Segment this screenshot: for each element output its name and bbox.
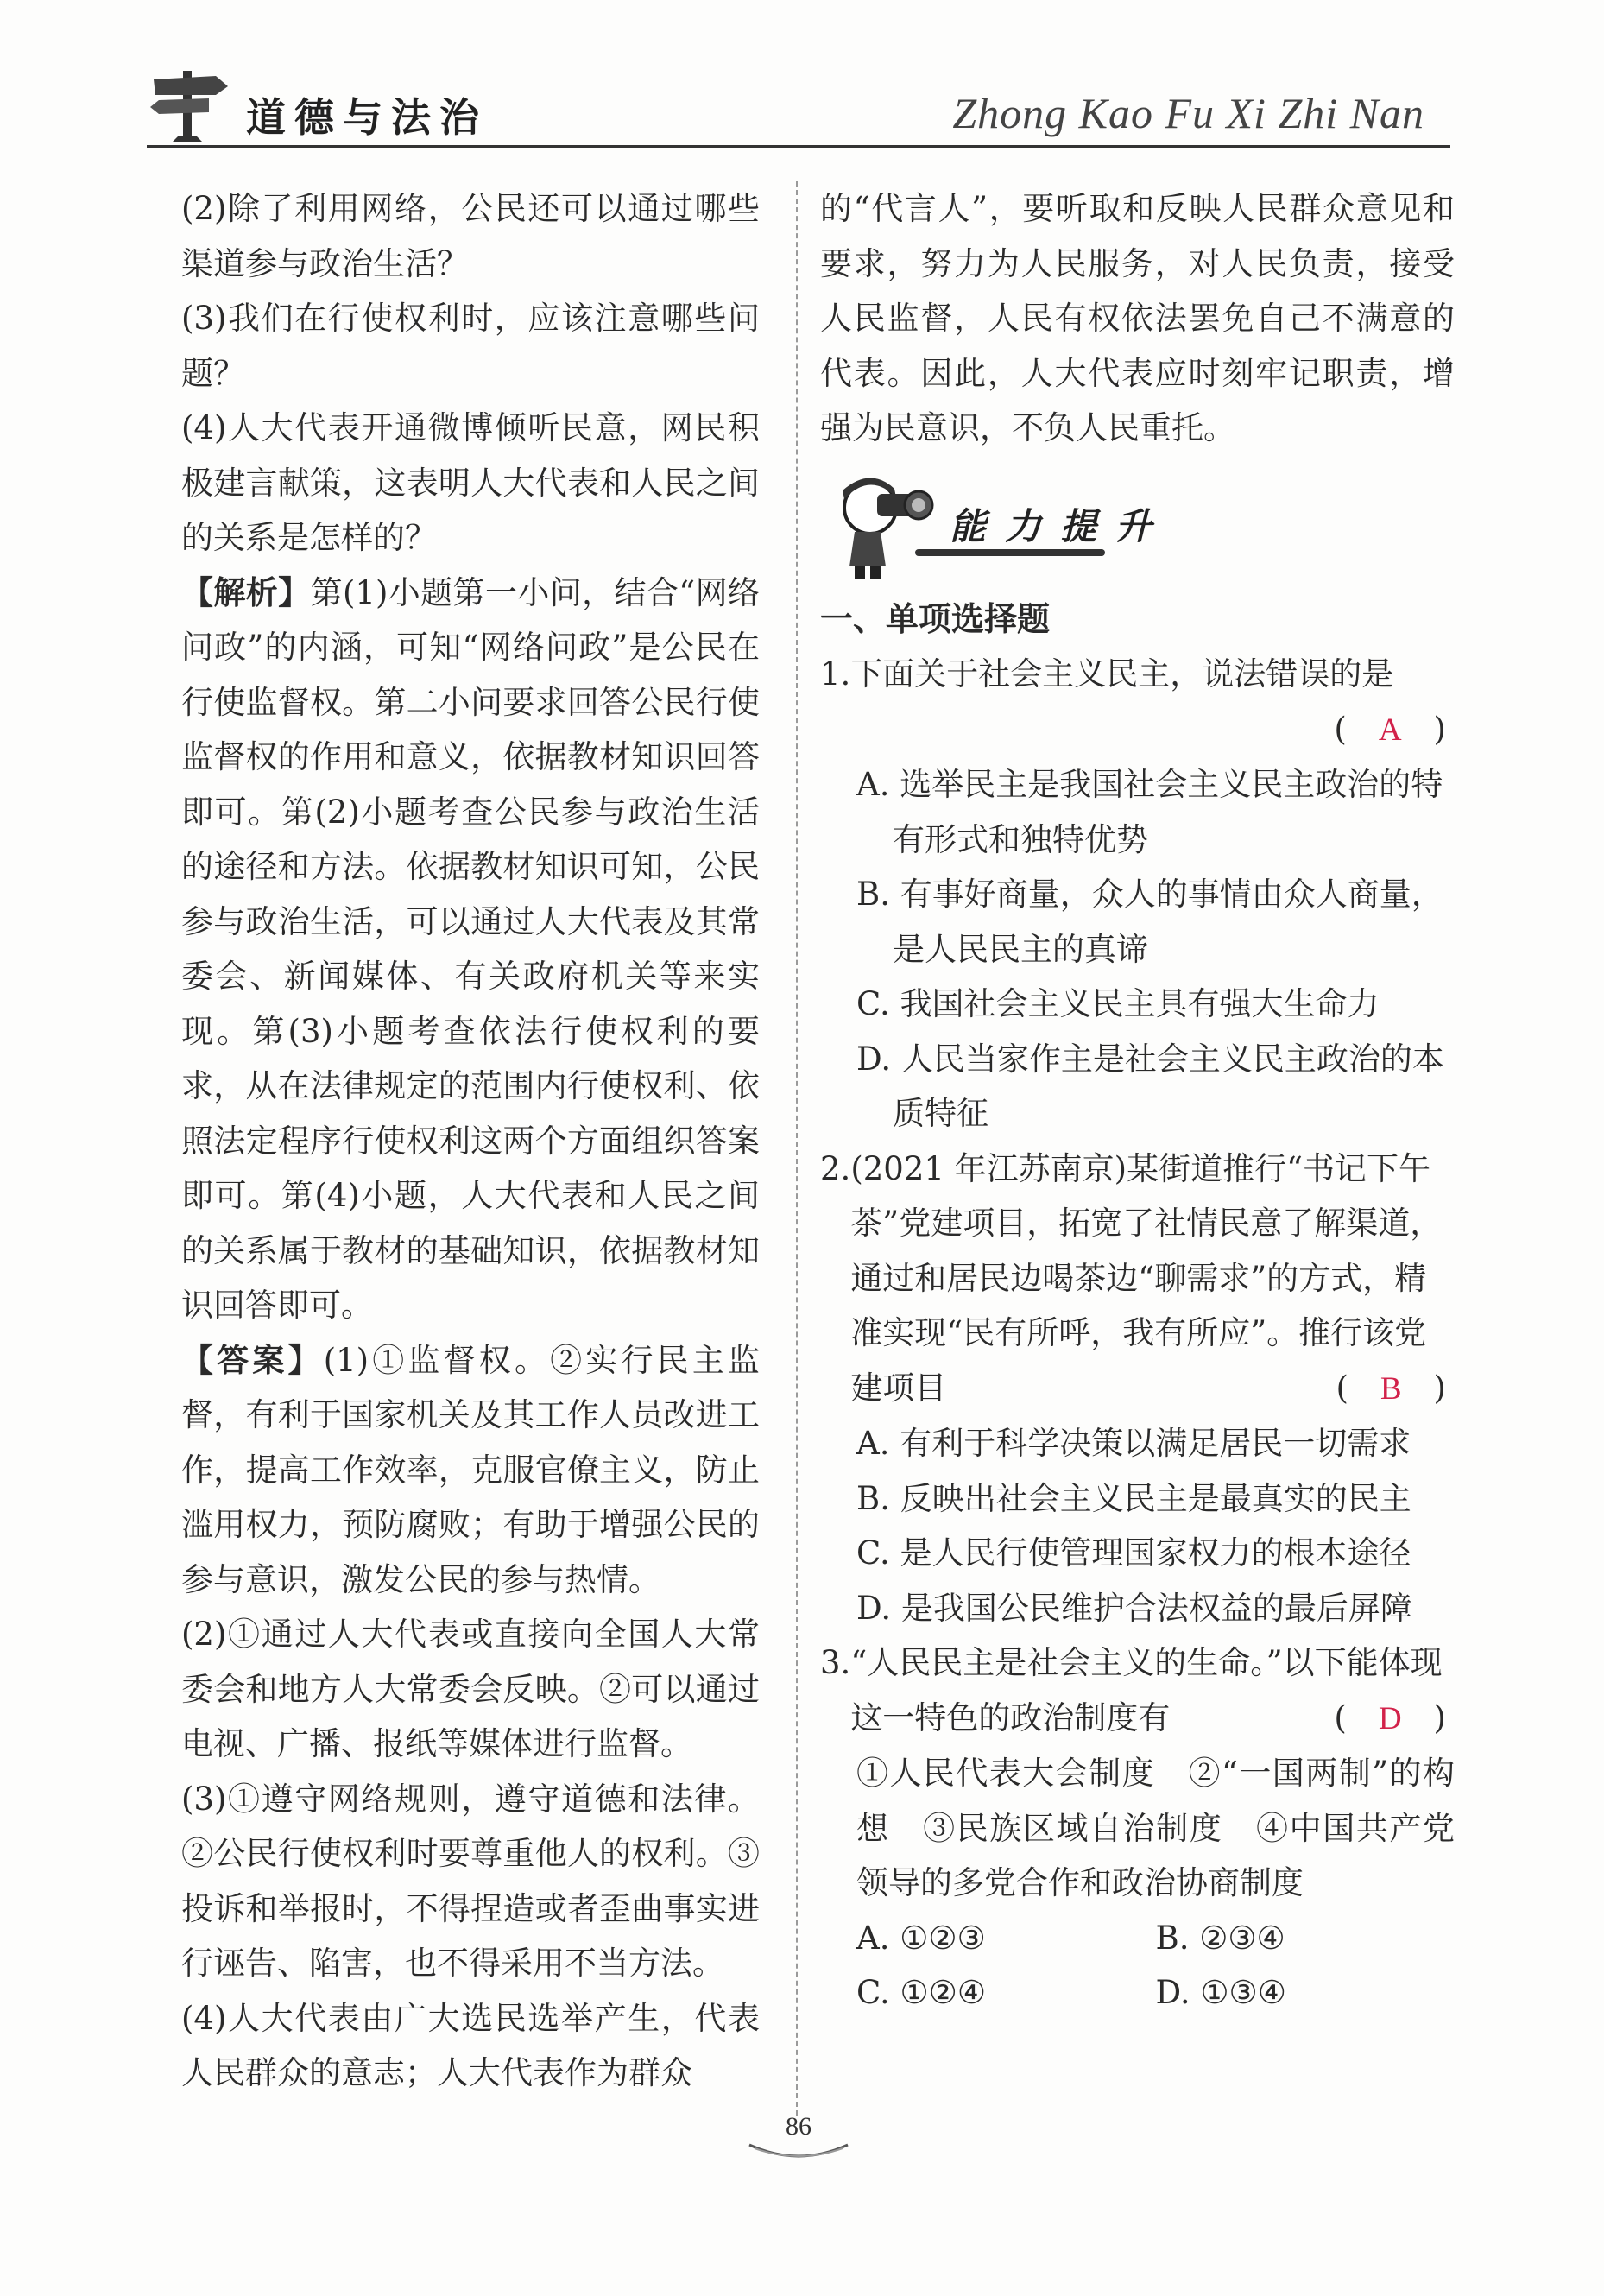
mascot-icon	[820, 463, 950, 584]
mc-question-1	[820, 647, 1455, 1142]
answer-mark-2: B	[1380, 1370, 1402, 1407]
question-4: (4)人大代表开通微博倾听民意，网民积极建言献策，这表明人大代表和人民之间的关系是怎样的？	[181, 409, 760, 556]
option-1b: B. 有事好商量，众人的事情由众人商量，是人民民主的真谛	[856, 876, 1443, 968]
analysis-tag: 【解析】	[181, 573, 311, 611]
mc-question-2	[820, 1142, 1455, 1636]
answer-mark-1: A	[1378, 712, 1402, 748]
right-column	[820, 181, 1455, 2021]
question-3: (3)我们在行使权利时，应该注意哪些问题？	[181, 300, 760, 392]
header-subtitle: Zhong Kao Fu Xi Zhi Nan	[952, 89, 1424, 137]
choice-3c: C. ①②④	[856, 1974, 987, 2011]
analysis-text: 第(1)小题第一小问，结合“网络问政”的内涵，可知“网络问政”是公民在行使监督权。第二小问要求回答公民行使监督权的作用和意义，依据教材知识回答即可。第(2)小题考查公民参与政治生活的途径和方法。依据教材知识可知，公民参与政治生活，可以通过人大代表及其常委会、新闻媒体、有关政府机关等来实现。第(3)小题考查依法行使权利的要求，从在法律规定的范围内行使权利、依照法定程序行使权利这两个方面组织答案即可。第(4)小题，人大代表和人民之间的关系属于教材的基础知识，依据教材知识回答即可。	[181, 573, 761, 1324]
column-divider	[796, 181, 798, 2116]
answer-paren-1: ( A )	[1334, 710, 1446, 748]
banner-title: 能力提升	[950, 504, 1171, 547]
option-2b: B. 反映出社会主义民主是最真实的民主	[856, 1479, 1411, 1517]
section-banner	[820, 463, 1455, 592]
mc-question-2-stem: 2. (2021 年江苏南京)某街道推行“书记下午茶”党建项目，拓宽了社情民意了解渠道，通过和居民边喝茶边“聊需求”的方式，精准实现“民有所呼，我有所应”。推行该党建项目 ( B )	[820, 1142, 1455, 1417]
answer-3: (3)①遵守网络规则，遵守道德和法律。②公民行使权利时要尊重他人的权利。③投诉和举报时，不得捏造或者歪曲事实进行诬告、陷害，也不得采用不当方法。	[181, 1780, 760, 1982]
answer-mark-3: D	[1378, 1700, 1402, 1736]
option-1d: D. 人民当家作主是社会主义民主政治的本质特征	[856, 1040, 1444, 1132]
answer-2: (2)①通过人大代表或直接向全国人大常委会和地方人大常委会反映。②可以通过电视、广播、报纸等媒体进行监督。	[181, 1616, 760, 1762]
left-column	[181, 181, 760, 2101]
choice-3a: A. ①②③	[856, 1919, 986, 1957]
option-1c: C. 我国社会主义民主具有强大生命力	[856, 985, 1380, 1022]
question-2: (2)除了利用网络，公民还可以通过哪些渠道参与政治生活？	[181, 190, 760, 282]
answer-1	[181, 1333, 760, 1608]
page-number	[742, 2107, 855, 2159]
option-2c: C. 是人民行使管理国家权力的根本途径	[856, 1534, 1411, 1572]
answer-paren-2: ( B )	[1336, 1369, 1446, 1407]
header-title: 道德与法治	[246, 94, 488, 141]
page-header	[147, 60, 1450, 155]
page-number-text: 86	[786, 2112, 811, 2141]
header-rule	[147, 145, 1450, 148]
question-3-items: ①人民代表大会制度 ②“一国两制”的构想 ③民族区域自治制度 ④中国共产党领导的多党合作和政治协商制度	[856, 1755, 1455, 1901]
mc-question-3	[820, 1635, 1455, 2021]
signpost-icon	[147, 60, 233, 147]
analysis	[181, 566, 760, 1333]
answer-tag: 【答案】	[181, 1341, 324, 1379]
section-title: 一、单项选择题	[820, 599, 1051, 638]
option-2d: D. 是我国公民维护合法权益的最后屏障	[856, 1589, 1412, 1627]
mc-question-3-stem: 3. “人民民主是社会主义的生命。”以下能体现这一特色的政治制度有 ( D )	[820, 1635, 1455, 1746]
answer-1-text: (1)①监督权。②实行民主监督，有利于国家机关及其工作人员改进工作，提高工作效率，克服官僚主义，防止滥用权力，预防腐败；有助于增强公民的参与意识，激发公民的参与热情。	[181, 1341, 760, 1598]
answer-4-continuation: 的“代言人”，要听取和反映人民群众意见和要求，努力为人民服务，对人民负责，接受人民监督，人民有权依法罢免自己不满意的代表。因此，人大代表应时刻牢记职责，增强为民意识，不负人民重托。	[820, 190, 1455, 446]
option-1a: A. 选举民主是我国社会主义民主政治的特有形式和独特优势	[856, 766, 1443, 858]
option-2a: A. 有利于科学决策以满足居民一切需求	[856, 1425, 1411, 1462]
choice-3d: D. ①③④	[1155, 1974, 1286, 2011]
question-3-choices	[820, 1911, 1455, 2021]
answer-paren-3: ( D )	[1334, 1698, 1446, 1736]
answer-4: (4)人大代表由广大选民选举产生，代表人民群众的意志；人大代表作为群众	[181, 1999, 760, 2091]
banner-underline	[915, 549, 1105, 556]
mc-question-1-stem: 1. 下面关于社会主义民主，说法错误的是	[820, 655, 1394, 693]
choice-3b: B. ②③④	[1155, 1919, 1285, 1957]
